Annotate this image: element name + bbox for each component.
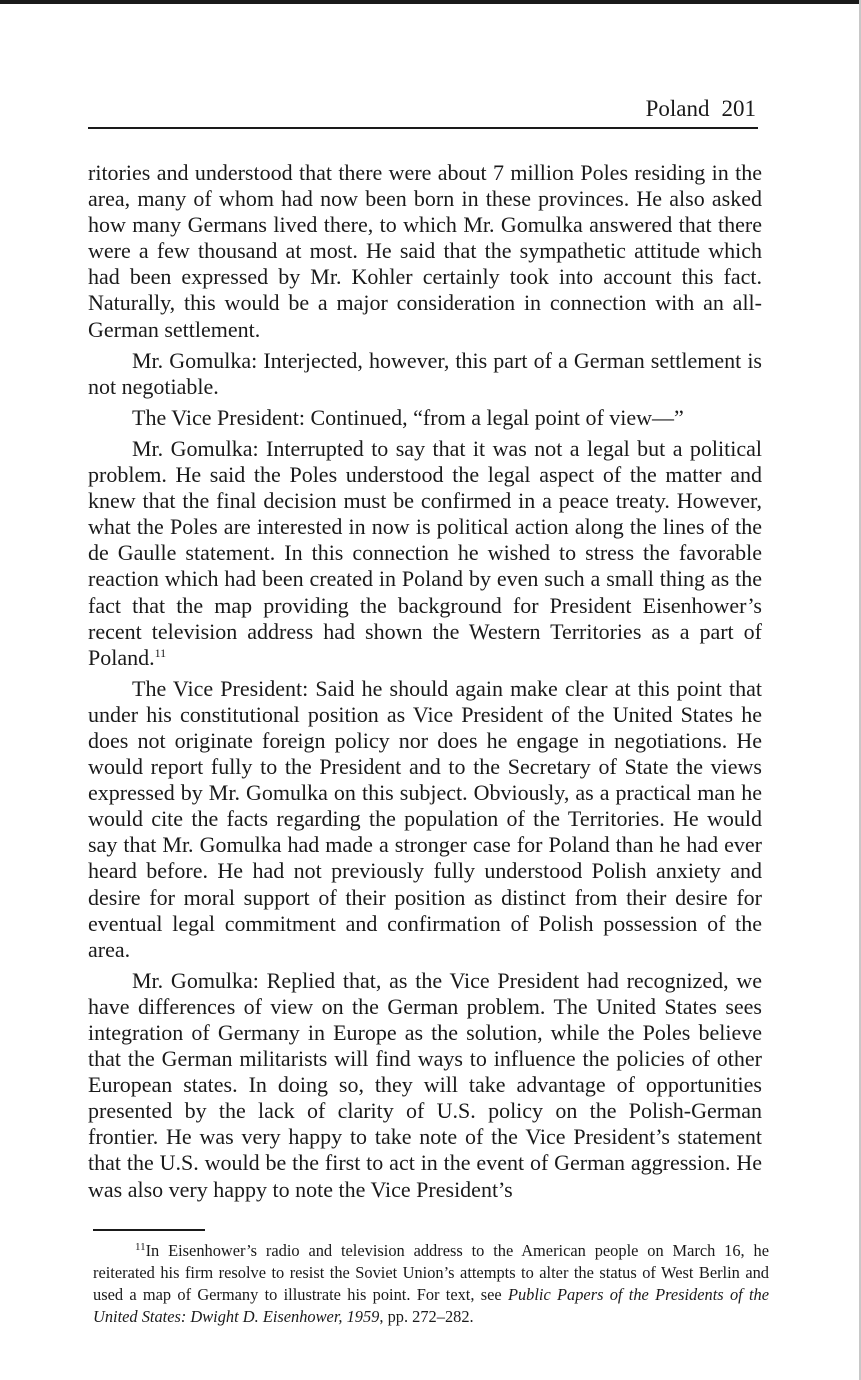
page-number: 201: [721, 96, 756, 121]
paragraph-text: Mr. Gomulka: Interrupted to say that it was not a legal but a political problem. He said the Poles understood the legal aspect of the matter and knew that the final decision must be confirmed in a peace treaty. However, what the Poles are interested in now is political action along the lines of the de Gaulle statement. In this connection he wished to stress the favorable reaction which had been created in Poland by even such a small thing as the fact that the map providing the background for President Eisenhower’s recent television address had shown the Western Territories as a part of Poland.: [88, 435, 762, 670]
header-rule: [88, 127, 758, 129]
footnote-number: 11: [135, 1241, 146, 1253]
running-title: Poland: [645, 96, 710, 121]
footnote-reference: 11: [154, 645, 167, 660]
paragraph-continued: ritories and understood that there were about 7 million Poles residing in the area, many of whom had now been born in these provinces. He also asked how many Germans lived there, to which Mr. Gomulka answered that there were a few thousand at most. He said that the sympathetic attitude which had been expressed by Mr. Kohler certainly took into account this fact. Naturally, this would be a major consideration in connection with an all-German settlement.: [88, 160, 762, 342]
paragraph-gomulka-reply: Mr. Gomulka: Replied that, as the Vice President had recognized, we have differences of view on the German problem. The United States sees integration of Germany in Europe as the solution, while the Poles believe that the German militarists will find ways to influence the policies of other European states. In doing so, they will take advantage of opportunities presented by the lack of clarity of U.S. policy on the Polish-German frontier. He was very happy to take note of the Vice President’s statement that the U.S. would be the first to act in the event of German aggression. He was also very happy to note the Vice President’s: [88, 967, 762, 1202]
body-text: [88, 160, 762, 1208]
footnote: [93, 1240, 769, 1328]
scan-edge-top: [0, 0, 861, 4]
paragraph-vice-president-continued: The Vice President: Continued, “from a legal point of view—”: [132, 404, 684, 430]
paragraph-gomulka-interjection: Mr. Gomulka: Interjected, however, this part of a German settlement is not negotiable.: [88, 347, 762, 399]
footnote-rule: [93, 1229, 205, 1231]
paragraph-gomulka-political-problem: [88, 436, 762, 671]
footnote-citation-title: Public Papers of the Presidents of the United States: Dwight D. Eisenhower, 1959: [93, 1285, 769, 1326]
footnote-paragraph: [93, 1240, 769, 1328]
running-head: [88, 94, 756, 124]
footnote-citation-pages: , pp. 272–282.: [379, 1307, 474, 1326]
footnote-text: In Eisenhower’s radio and television address to the American people on March 16, he reiterated his firm resolve to resist the Soviet Union’s attempts to alter the status of West Berlin and used a map of Germany to illustrate his point. For text, see: [93, 1241, 769, 1304]
paragraph-vice-president-position: The Vice President: Said he should again make clear at this point that under his constitutional position as Vice President of the United States he does not originate foreign policy nor does he engage in negotiations. He would report fully to the President and to the Secretary of State the views expressed by Mr. Gomulka on this subject. Obviously, as a practical man he would cite the facts regarding the population of the Territories. He would say that Mr. Gomulka had made a stronger case for Poland than he had ever heard before. He had not previously fully understood Polish anxiety and desire for moral support of their position as distinct from their desire for eventual legal commitment and confirmation of Polish possession of the area.: [88, 675, 762, 962]
